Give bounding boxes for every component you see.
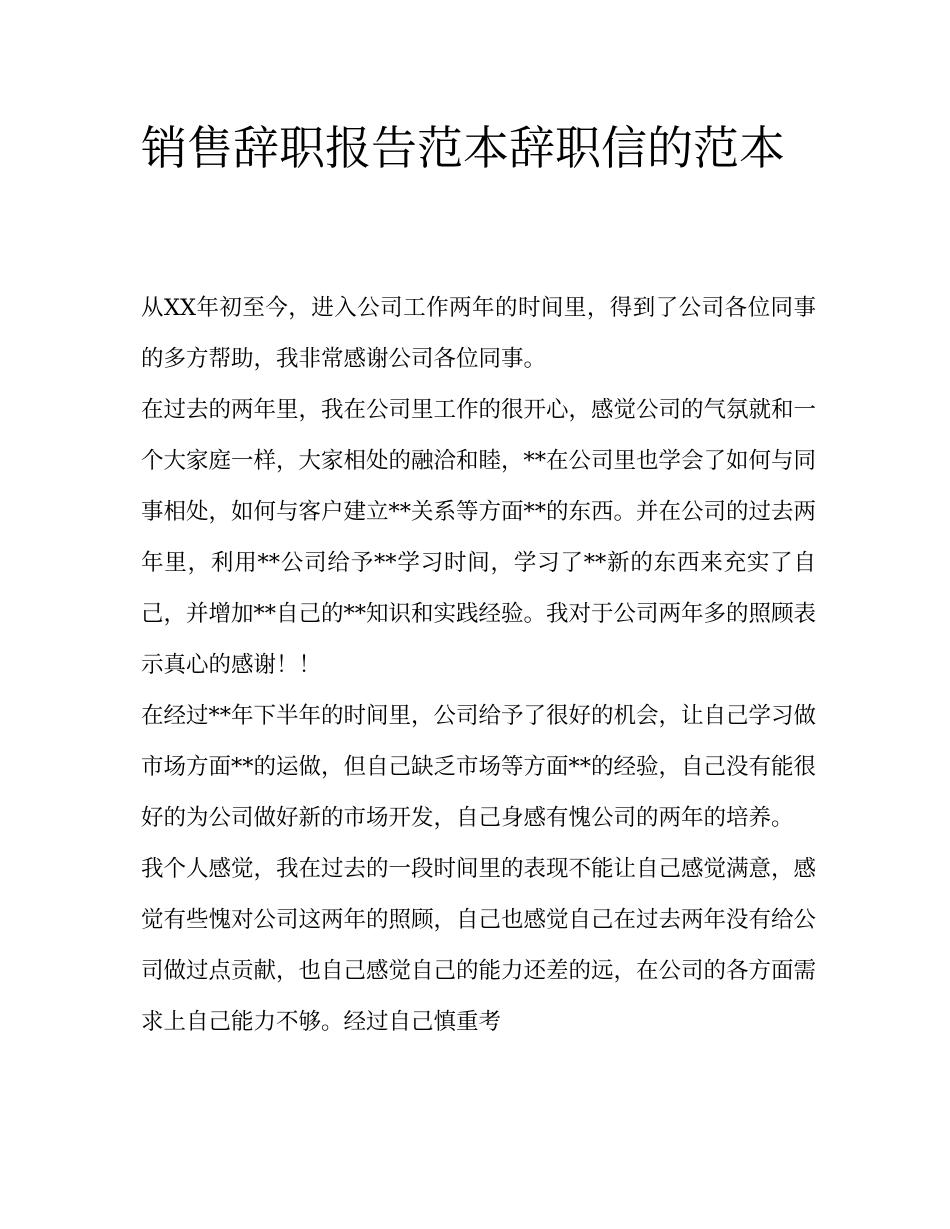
paragraph-4: 我个人感觉，我在过去的一段时间里的表现不能让自己感觉满意，感觉有些愧对公司这两年的照顾，自己也感觉自己在过去两年没有给公司做过点贡献，也自己感觉自己的能力还差的远，在公司的各方面需求上自己能力不够。经过自己慎重考: [141, 856, 817, 1035]
paragraph-1: 从XX年初至今，进入公司工作两年的时间里，得到了公司各位同事的多方帮助，我非常感谢公司各位同事。: [141, 295, 816, 372]
paragraph-3: 在经过**年下半年的时间里，公司给予了很好的机会，让自己学习做市场方面**的运做，但自己缺乏市场等方面**的经验，自己没有能很好的为公司做好新的市场开发，自己身感有愧公司的两年的培养。: [141, 703, 817, 831]
document-body: [141, 283, 816, 1048]
document-title: 销售辞职报告范本辞职信的范本: [141, 121, 785, 175]
paragraph-2: 在过去的两年里，我在公司里工作的很开心，感觉公司的气氛就和一个大家庭一样，大家相处的融洽和睦，**在公司里也学会了如何与同事相处，如何与客户建立**关系等方面**的东西。并在公司的过去两年里，利用**公司给予**学习时间，学习了**新的东西来充实了自己，并增加**自己的**知识和实践经验。我对于公司两年多的照顾表示真心的感谢！！: [141, 397, 817, 678]
